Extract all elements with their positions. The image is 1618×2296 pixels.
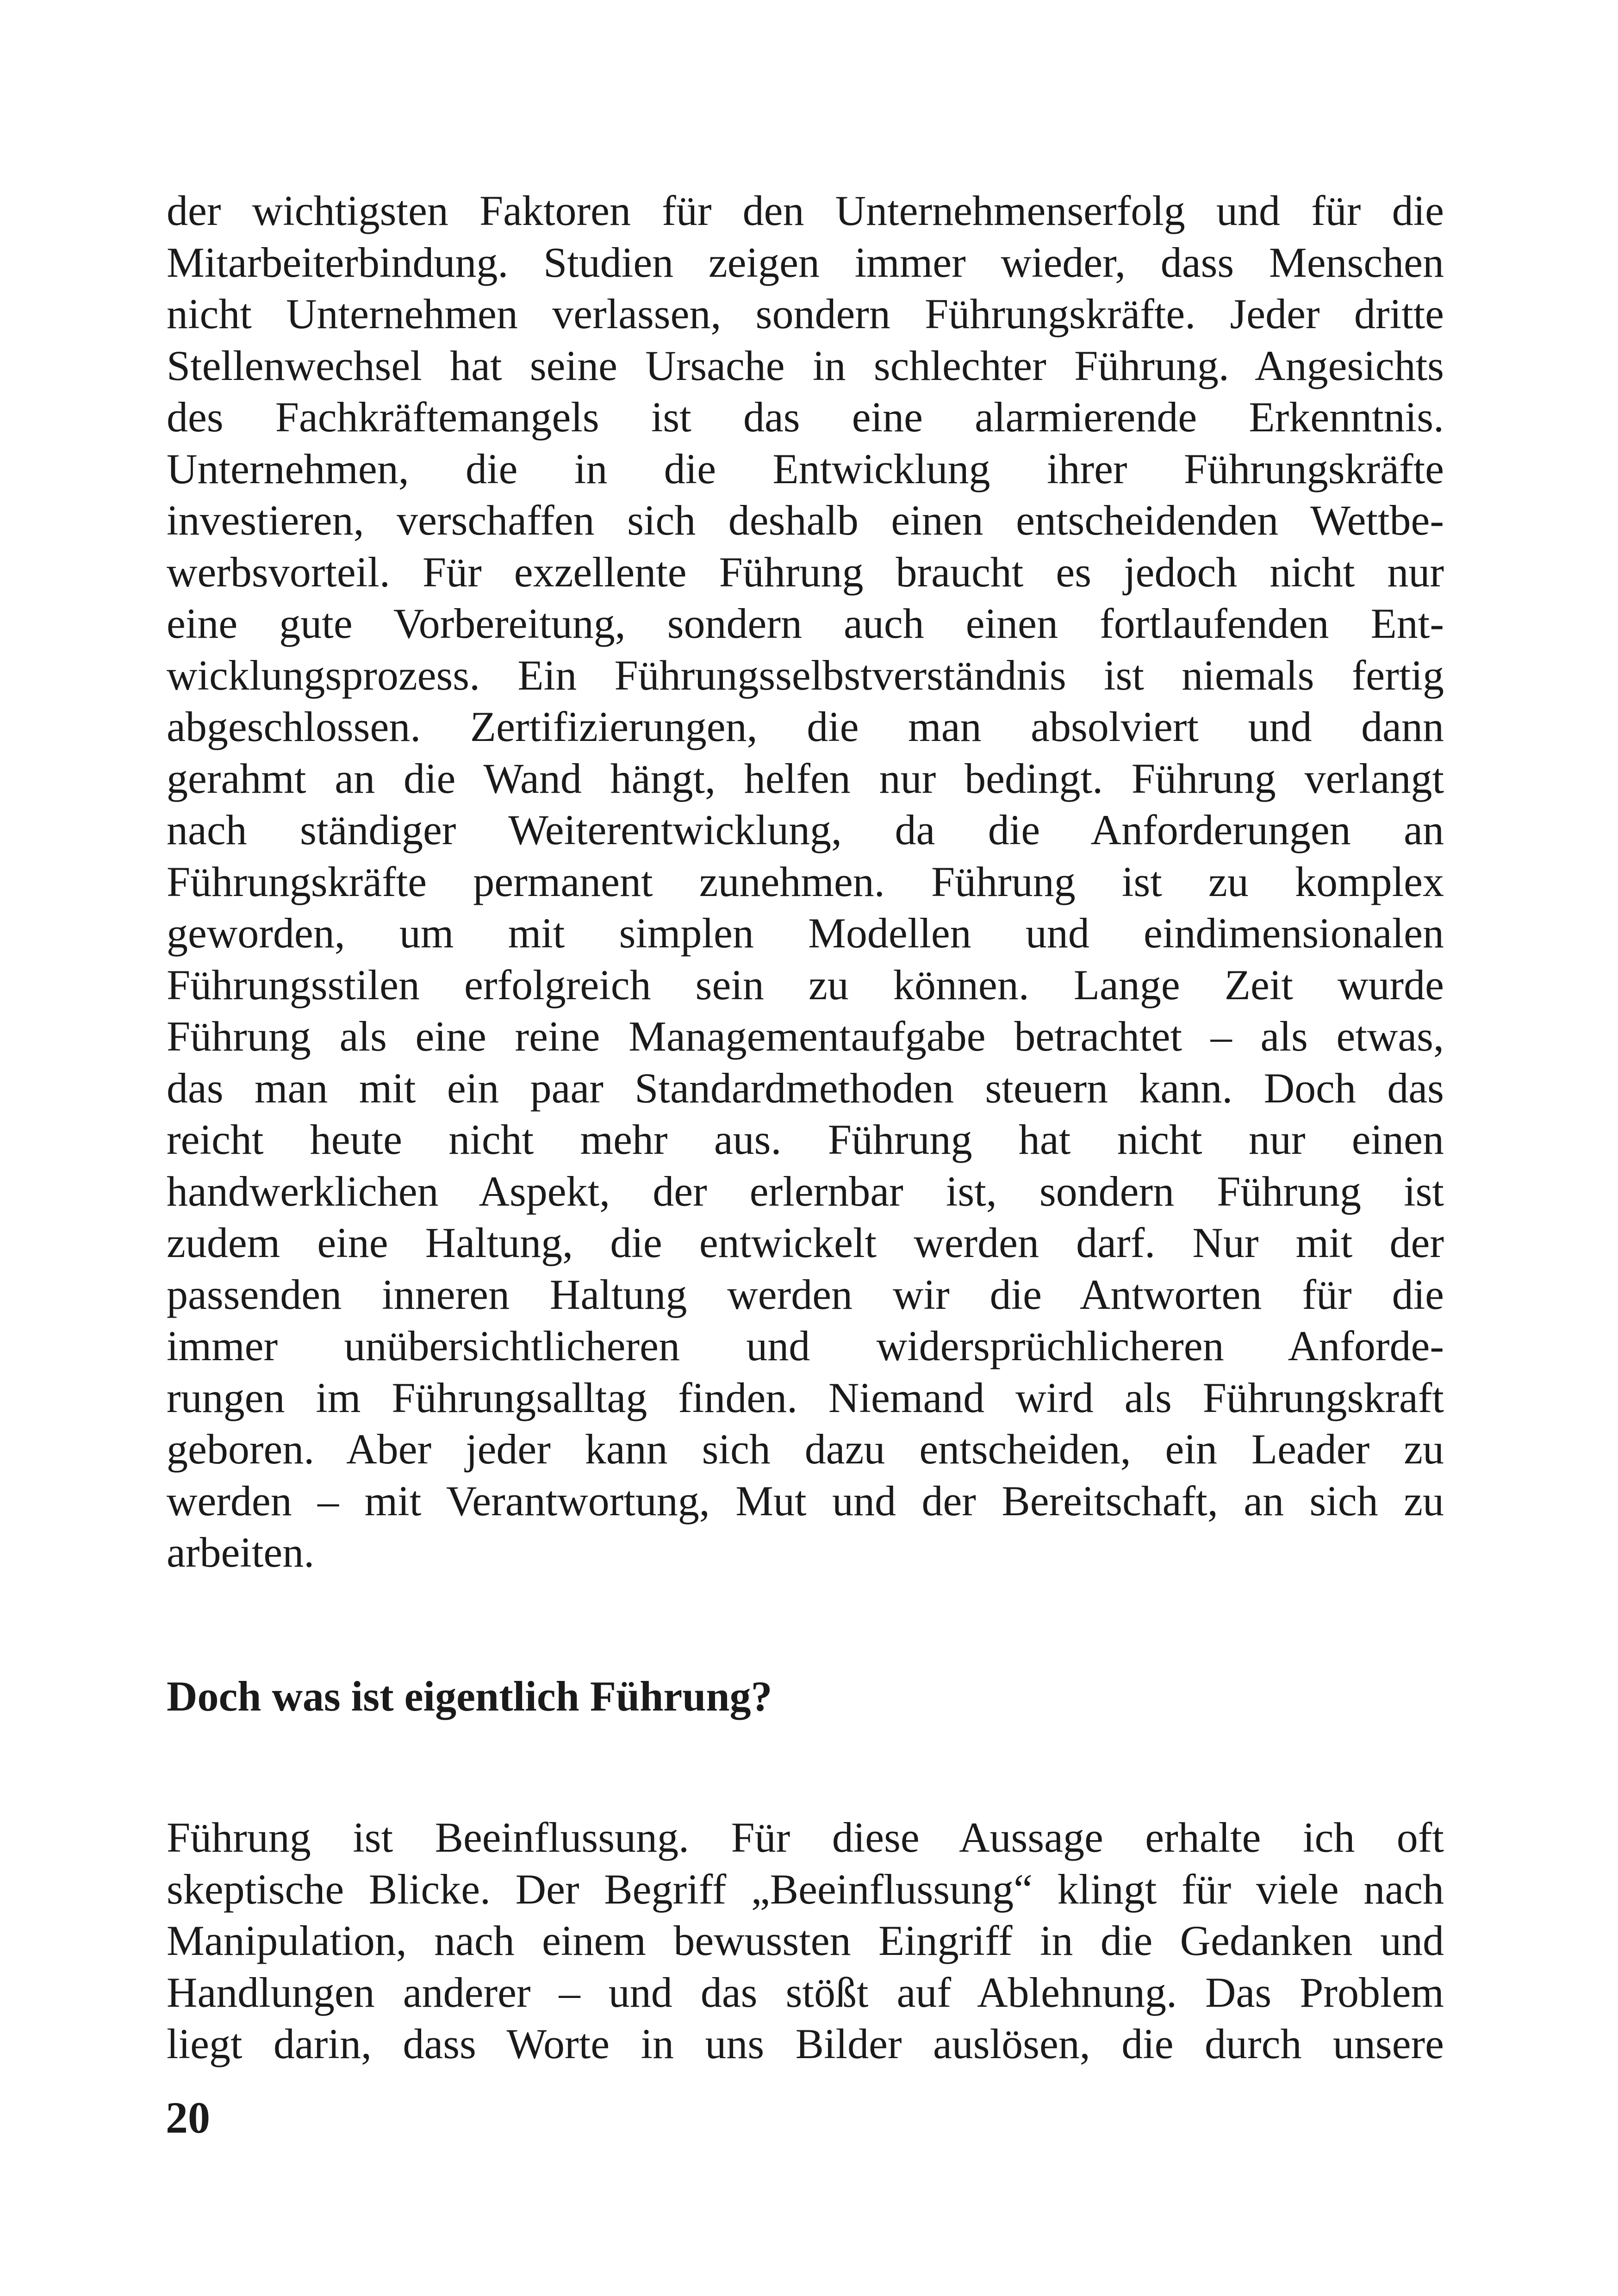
page-number: 20 [166, 2093, 210, 2142]
text-line: arbeiten. [167, 1529, 315, 1576]
text-line: reicht heute nicht mehr aus. Führung hat nicht nur einen [167, 1116, 1444, 1163]
text-line: Führungsstilen erfolgreich sein zu können. Lange Zeit wurde [167, 961, 1444, 1008]
text-line: handwerklichen Aspekt, der erlernbar ist, sondern Führung ist [167, 1167, 1444, 1215]
text-line: immer unübersichtlicheren und widersprüchlicheren Anforde- [167, 1322, 1444, 1369]
text-line: der wichtigsten Faktoren für den Unternehmenserfolg und für die [167, 187, 1444, 234]
text-line: Führung ist Beeinflussung. Für diese Aussage erhalte ich oft [167, 1814, 1444, 1861]
section-heading: Doch was ist eigentlich Führung? [167, 1673, 772, 1720]
text-line: Manipulation, nach einem bewussten Eingriff in die Gedanken und [167, 1917, 1444, 1964]
text-line: Stellenwechsel hat seine Ursache in schlechter Führung. Angesichts [167, 342, 1444, 389]
text-line: Mitarbeiterbindung. Studien zeigen immer wieder, dass Menschen [167, 238, 1444, 286]
text-line: das man mit ein paar Standardmethoden steuern kann. Doch das [167, 1064, 1444, 1112]
text-line: nach ständiger Weiterentwicklung, da die Anforderungen an [167, 806, 1444, 853]
text-line: werbsvorteil. Für exzellente Führung braucht es jedoch nicht nur [167, 548, 1444, 596]
text-line: geboren. Aber jeder kann sich dazu entscheiden, ein Leader zu [167, 1425, 1444, 1473]
text-line: Führung als eine reine Managementaufgabe betrachtet – als etwas, [167, 1013, 1444, 1060]
text-line: Führungskräfte permanent zunehmen. Führung ist zu komplex [167, 858, 1444, 905]
text-line: passenden inneren Haltung werden wir die Antworten für die [167, 1270, 1444, 1318]
text-line: investieren, verschaffen sich deshalb einen entscheidenden Wettbe- [167, 497, 1444, 544]
text-line: gerahmt an die Wand hängt, helfen nur bedingt. Führung verlangt [167, 754, 1444, 802]
text-line: abgeschlossen. Zertifizierungen, die man absolviert und dann [167, 703, 1444, 750]
text-line: Unternehmen, die in die Entwicklung ihrer Führungskräfte [167, 445, 1444, 492]
text-line: eine gute Vorbereitung, sondern auch einen fortlaufenden Ent- [167, 600, 1444, 647]
text-line: geworden, um mit simplen Modellen und eindimensionalen [167, 909, 1444, 957]
paragraph-2 [167, 1812, 1444, 2070]
text-line: wicklungsprozess. Ein Führungsselbstverständnis ist niemals fertig [167, 651, 1444, 699]
text-line: werden – mit Verantwortung, Mut und der Bereitschaft, an sich zu [167, 1477, 1444, 1524]
text-line: skeptische Blicke. Der Begriff „Beeinflussung“ klingt für viele nach [167, 1865, 1444, 1913]
text-line: des Fachkräftemangels ist das eine alarmierende Erkenntnis. [167, 393, 1444, 441]
text-line: zudem eine Haltung, die entwickelt werden darf. Nur mit der [167, 1219, 1444, 1266]
text-line: Handlungen anderer – und das stößt auf Ablehnung. Das Problem [167, 1968, 1444, 2016]
paragraph-1 [167, 185, 1444, 1579]
text-line: rungen im Führungsalltag finden. Niemand wird als Führungskraft [167, 1374, 1444, 1421]
text-line: nicht Unternehmen verlassen, sondern Führungskräfte. Jeder dritte [167, 290, 1444, 337]
text-line: liegt darin, dass Worte in uns Bilder auslösen, die durch unsere [167, 2020, 1444, 2067]
